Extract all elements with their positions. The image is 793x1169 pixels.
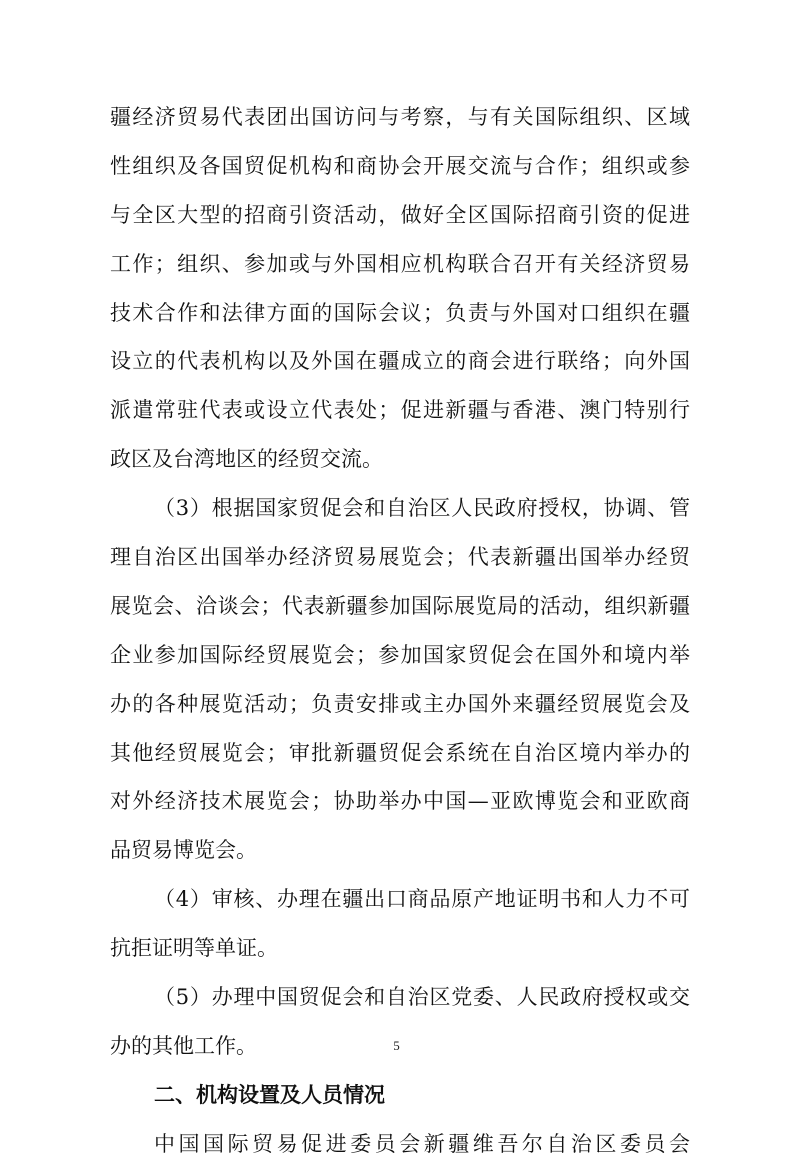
paragraph-line: 其他经贸展览会；审批新疆贸促会系统在自治区境内举办的 xyxy=(110,740,690,765)
paragraph-line: 政区及台湾地区的经贸交流。 xyxy=(110,447,383,472)
paragraph-line: 与全区大型的招商引资活动，做好全区国际招商引资的促进 xyxy=(110,202,690,227)
body-text xyxy=(110,93,690,1169)
paragraph-line: 抗拒证明等单证。 xyxy=(110,936,278,961)
paragraph-line: 企业参加国际经贸展览会；参加国家贸促会在国外和境内举 xyxy=(110,642,690,667)
paragraph-line: 工作；组织、参加或与外国相应机构联合召开有关经济贸易 xyxy=(110,251,690,276)
paragraph-line: 品贸易博览会。 xyxy=(110,838,257,863)
paragraph-item-3: （3）根据国家贸促会和自治区人民政府授权，协调、管 xyxy=(154,496,690,521)
paragraph-item-5: （5）办理中国贸促会和自治区党委、人民政府授权或交 xyxy=(154,985,690,1010)
paragraph-item-4: （4）审核、办理在疆出口商品原产地证明书和人力不可 xyxy=(154,887,690,912)
section-heading: 二、机构设置及人员情况 xyxy=(154,1082,385,1107)
paragraph-line: 派遣常驻代表或设立代表处；促进新疆与香港、澳门特别行 xyxy=(110,398,690,423)
paragraph-line: 疆经济贸易代表团出国访问与考察，与有关国际组织、区域 xyxy=(110,105,690,129)
paragraph-line: 设立的代表机构以及外国在疆成立的商会进行联络；向外国 xyxy=(110,349,690,374)
paragraph-line: 办的其他工作。 xyxy=(110,1033,257,1058)
paragraph-line: 性组织及各国贸促机构和商协会开展交流与合作；组织或参 xyxy=(110,153,690,178)
paragraph-line: 理自治区出国举办经济贸易展览会；代表新疆出国举办经贸 xyxy=(110,545,690,570)
page-number: 5 xyxy=(393,1038,400,1053)
paragraph-line: 中国国际贸易促进委员会新疆维吾尔自治区委员会 xyxy=(154,1131,690,1156)
paragraph-line: 技术合作和法律方面的国际会议；负责与外国对口组织在疆 xyxy=(110,300,690,325)
paragraph-line: 对外经济技术展览会；协助举办中国—亚欧博览会和亚欧商 xyxy=(110,789,690,814)
paragraph-line: 办的各种展览活动；负责安排或主办国外来疆经贸展览会及 xyxy=(110,691,690,716)
paragraph-line: 展览会、洽谈会；代表新疆参加国际展览局的活动，组织新疆 xyxy=(110,593,690,618)
